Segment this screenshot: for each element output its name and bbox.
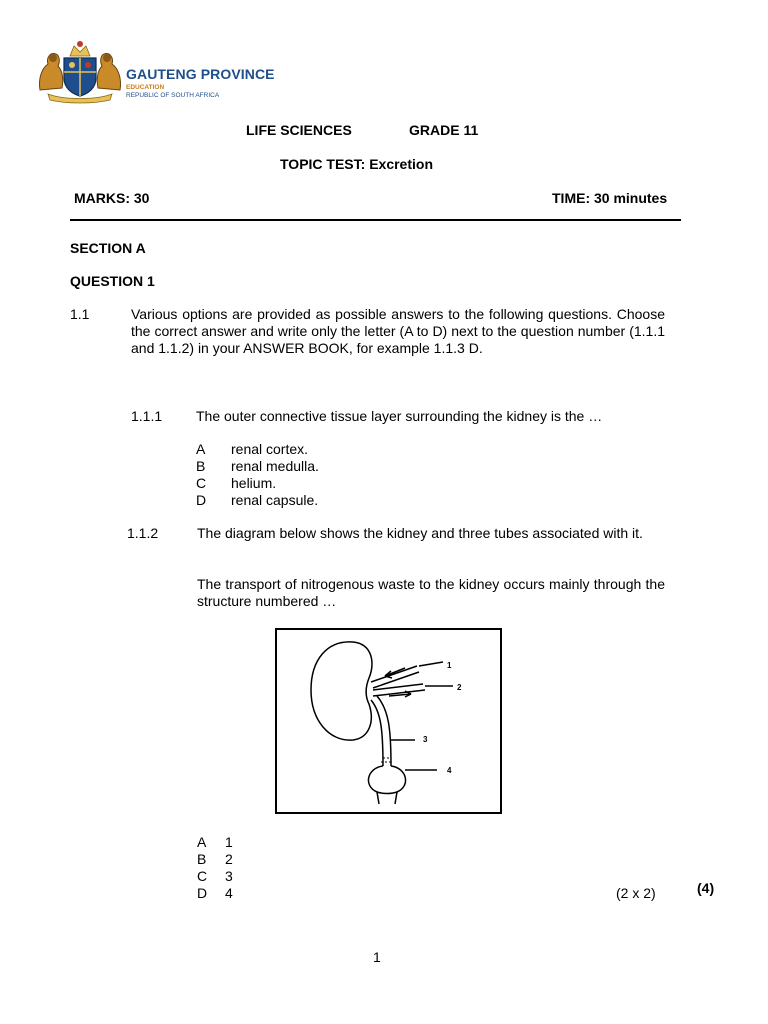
section-heading: SECTION A [70, 240, 146, 256]
coat-of-arms-icon [34, 38, 126, 104]
option-text: renal cortex. [231, 441, 309, 457]
time-label: TIME: 30 minutes [552, 190, 668, 206]
option-letter: C [196, 475, 207, 491]
logo-department: EDUCATION [126, 84, 165, 91]
header-divider [70, 219, 681, 221]
option-letter: B [197, 851, 207, 867]
logo-country: REPUBLIC OF SOUTH AFRICA [126, 92, 220, 99]
option-letter: B [196, 458, 206, 474]
question-number: 1.1.2 [127, 525, 159, 541]
kidney-icon [277, 630, 500, 812]
option-text: 3 [225, 868, 233, 884]
diagram-label-3: 3 [423, 735, 428, 744]
option-letter: D [197, 885, 208, 901]
question-text: The diagram below shows the kidney and three tubes associated with it. [197, 525, 643, 541]
option-letter: A [197, 834, 207, 850]
subject-title: LIFE SCIENCES [246, 122, 352, 138]
option-text: 4 [225, 885, 233, 901]
option-text: renal medulla. [231, 458, 319, 474]
option-text: helium. [231, 475, 277, 491]
option-text: renal capsule. [231, 492, 319, 508]
option-text: 2 [225, 851, 233, 867]
diagram-label-1: 1 [447, 661, 452, 670]
kidney-diagram [275, 628, 502, 814]
option-letter: C [197, 868, 208, 884]
question-number: 1.1.1 [131, 408, 163, 424]
question-number: 1.1 [70, 306, 90, 322]
marks-label: MARKS: 30 [74, 190, 150, 206]
option-letter: A [196, 441, 206, 457]
page-number: 1 [373, 949, 381, 965]
question-instruction: Various options are provided as possible answers to the following questions. Choose the correct answer and write only the letter (A to D) next to the question number (1.1.1 and 1.1.2) in your ANSWER BOOK, for example 1.1.3 D. [131, 306, 665, 356]
option-letter: D [196, 492, 207, 508]
grade-title: GRADE 11 [409, 122, 479, 138]
question-text: The outer connective tissue layer surrounding the kidney is the … [196, 408, 603, 424]
question-text: The transport of nitrogenous waste to the kidney occurs mainly through the structure numbered … [197, 576, 665, 609]
diagram-label-4: 4 [447, 766, 452, 775]
option-text: 1 [225, 834, 233, 850]
diagram-label-2: 2 [457, 683, 462, 692]
topic-title: TOPIC TEST: Excretion [280, 156, 433, 172]
logo-title: GAUTENG PROVINCE [126, 66, 275, 82]
question-heading: QUESTION 1 [70, 273, 155, 289]
marks-total: (4) [697, 880, 715, 896]
marks-calculation: (2 x 2) [616, 885, 656, 901]
